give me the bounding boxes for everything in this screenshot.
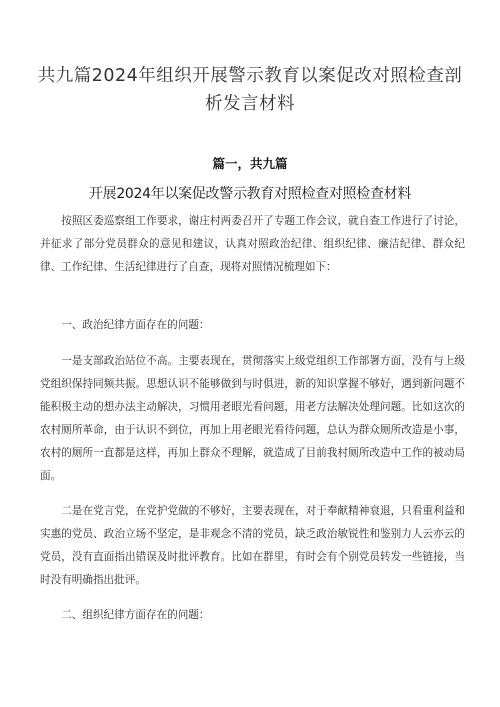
paragraph-heading-political: 一、政治纪律方面存在的问题： xyxy=(61,319,210,331)
paragraph-intro: 按照区委巡察组工作要求，谢庄村两委召开了专题工作会议，就自查工作进行了讨论，并征求了部分党员群众的意见和建议，认真对照政治纪律、组织纪律、廉洁纪律、群众纪律、工作纪律、生活纪律进行了自查，现将对照情况梳理如下： xyxy=(40,215,465,273)
main-title: 共九篇2024年组织开展警示教育以案促改对照检查剖析发言材料 xyxy=(37,66,463,114)
section-heading: 篇一，共九篇 xyxy=(212,156,288,171)
paragraph-political-1: 一是支部政治站位不高。主要表现在，贯彻落实上级党组织工作部署方面，没有与上级党组织保持同频共振。思想认识不能够做到与时俱进，新的知识掌握不够好，遇到新问题不能积极主动的想办法主动解决，习惯用老眼光看问题，用老方法解决处理问题。比如这次的农村厕所革命，由于认识不到位，再加上用老眼光看待问题，总认为群众厕所改造是小事，农村的厕所一直都是这样，再加上群众不理解，就造成了目前我村厕所改造中工作的被动局面。 xyxy=(40,355,465,482)
document-title: 开展2024年以案促改警示教育对照检查对照检查材料 xyxy=(88,186,412,202)
paragraph-heading-organizational: 二、组织纪律方面存在的问题： xyxy=(61,609,210,621)
paragraph-political-2: 二是在党言党，在党护党做的不够好，主要表现在，对于奉献精神衰退，只看重利益和实惠的党员、政治立场不坚定，是非观念不清的党员，缺乏政治敏锐性和鉴别力人云亦云的党员，没有直面指出错误及时批评教育。比如在群里，有时会有个别党员转发一些链接，当时没有明确指出批评。 xyxy=(40,505,465,586)
